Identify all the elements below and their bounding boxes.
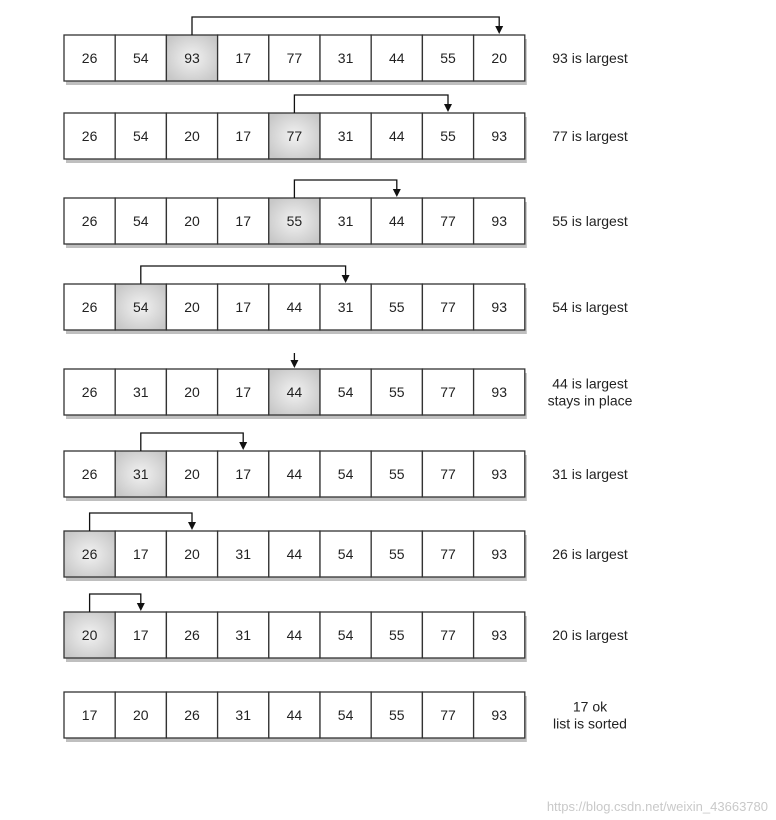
cell-value: 93	[184, 50, 200, 66]
arrow-head-icon	[239, 442, 247, 450]
row-label: 44 is largest	[552, 375, 628, 392]
cell-value: 20	[184, 384, 200, 400]
cell-value: 93	[491, 384, 507, 400]
cell-value: 31	[337, 299, 354, 315]
cell-value: 77	[440, 707, 456, 723]
cell-value: 55	[440, 128, 456, 144]
cell-value: 44	[286, 299, 303, 315]
cell-value: 20	[81, 627, 98, 643]
arrow-head-icon	[188, 522, 196, 530]
cell-value: 77	[440, 299, 456, 315]
cell-value: 17	[235, 299, 251, 315]
cell-value: 44	[286, 627, 303, 643]
swap-arrow-line	[90, 513, 192, 531]
array-row	[64, 513, 527, 581]
cell-value: 20	[491, 50, 507, 66]
cell-value: 54	[337, 627, 354, 643]
cell-value: 77	[440, 384, 456, 400]
array-row	[64, 353, 527, 419]
swap-arrow-line	[294, 180, 396, 198]
row-label: 31 is largest	[552, 466, 628, 482]
cell-value: 31	[133, 466, 149, 482]
swap-arrow-line	[294, 95, 448, 113]
cell-value: 26	[184, 627, 200, 643]
cell-value: 26	[184, 707, 200, 723]
cell-value: 26	[81, 213, 98, 229]
cell-value: 55	[286, 213, 303, 229]
cell-value: 77	[440, 546, 456, 562]
row-label: 55 is largest	[552, 213, 628, 229]
cell-value: 17	[235, 466, 251, 482]
cell-value: 55	[389, 546, 405, 562]
cell-value: 17	[133, 627, 149, 643]
cell-value: 93	[491, 466, 507, 482]
cell-value: 93	[491, 128, 507, 144]
cell-value: 26	[81, 384, 98, 400]
cell-value: 44	[389, 213, 405, 229]
cell-value: 77	[286, 128, 303, 144]
cell-value: 20	[184, 213, 200, 229]
cell-value: 44	[286, 707, 303, 723]
cell-value: 54	[337, 546, 354, 562]
cell-value: 55	[389, 384, 405, 400]
cell-value: 17	[235, 50, 251, 66]
cell-value: 54	[133, 299, 149, 315]
swap-arrow-line	[141, 266, 346, 284]
row-label: 93 is largest	[552, 50, 628, 66]
cell-value: 93	[491, 213, 507, 229]
arrow-head-icon	[290, 360, 298, 368]
watermark: https://blog.csdn.net/weixin_43663780	[546, 799, 768, 814]
cell-value: 54	[133, 128, 149, 144]
array-row	[64, 180, 527, 248]
cell-value: 54	[337, 384, 354, 400]
arrow-head-icon	[495, 26, 503, 34]
cell-value: 26	[81, 128, 98, 144]
cell-value: 44	[389, 50, 405, 66]
cell-value: 31	[235, 627, 251, 643]
cell-value: 44	[286, 384, 303, 400]
cell-value: 26	[81, 50, 98, 66]
row-label: list is sorted	[553, 715, 627, 732]
cell-value: 26	[81, 466, 98, 482]
array-row	[64, 692, 527, 742]
cell-value: 54	[133, 50, 149, 66]
cell-value: 31	[337, 50, 354, 66]
cell-value: 20	[133, 707, 149, 723]
row-label: 54 is largest	[552, 299, 628, 315]
cell-value: 31	[133, 384, 149, 400]
cell-value: 26	[81, 299, 98, 315]
cell-value: 54	[337, 466, 354, 482]
cell-value: 31	[337, 213, 354, 229]
arrow-head-icon	[444, 104, 452, 112]
swap-arrow-line	[90, 594, 141, 612]
swap-arrow-line	[141, 433, 243, 451]
cell-value: 20	[184, 546, 200, 562]
array-row	[64, 433, 527, 501]
swap-arrow-line	[192, 17, 499, 35]
cell-value: 20	[184, 128, 200, 144]
cell-value: 55	[440, 50, 456, 66]
row-label: 26 is largest	[552, 546, 628, 562]
cell-value: 93	[491, 627, 507, 643]
cell-value: 26	[81, 546, 98, 562]
cell-value: 44	[286, 546, 303, 562]
cell-value: 77	[440, 213, 456, 229]
cell-value: 55	[389, 299, 405, 315]
cell-value: 55	[389, 707, 405, 723]
array-row	[64, 17, 527, 85]
cell-value: 17	[133, 546, 149, 562]
cell-value: 17	[235, 128, 251, 144]
array-row	[64, 594, 527, 662]
cell-value: 55	[389, 466, 405, 482]
arrow-head-icon	[137, 603, 145, 611]
cell-value: 31	[235, 546, 251, 562]
cell-value: 93	[491, 299, 507, 315]
cell-value: 93	[491, 546, 507, 562]
cell-value: 77	[440, 466, 456, 482]
array-row	[64, 266, 527, 334]
cell-value: 54	[133, 213, 149, 229]
cell-value: 77	[440, 627, 456, 643]
cell-value: 77	[286, 50, 303, 66]
cell-value: 93	[491, 707, 507, 723]
cell-value: 44	[286, 466, 303, 482]
cell-value: 17	[235, 384, 251, 400]
row-label: 17 ok	[572, 698, 608, 715]
cell-value: 17	[235, 213, 251, 229]
row-label: 77 is largest	[552, 128, 628, 144]
row-label: stays in place	[547, 392, 633, 409]
cell-value: 54	[337, 707, 354, 723]
cell-value: 55	[389, 627, 405, 643]
row-label: 20 is largest	[552, 627, 628, 643]
cell-value: 20	[184, 299, 200, 315]
arrow-head-icon	[342, 275, 350, 283]
arrow-head-icon	[393, 189, 401, 197]
cell-value: 17	[81, 707, 98, 723]
cell-value: 44	[389, 128, 405, 144]
cell-value: 20	[184, 466, 200, 482]
cell-value: 31	[337, 128, 354, 144]
cell-value: 31	[235, 707, 251, 723]
array-row	[64, 95, 527, 163]
